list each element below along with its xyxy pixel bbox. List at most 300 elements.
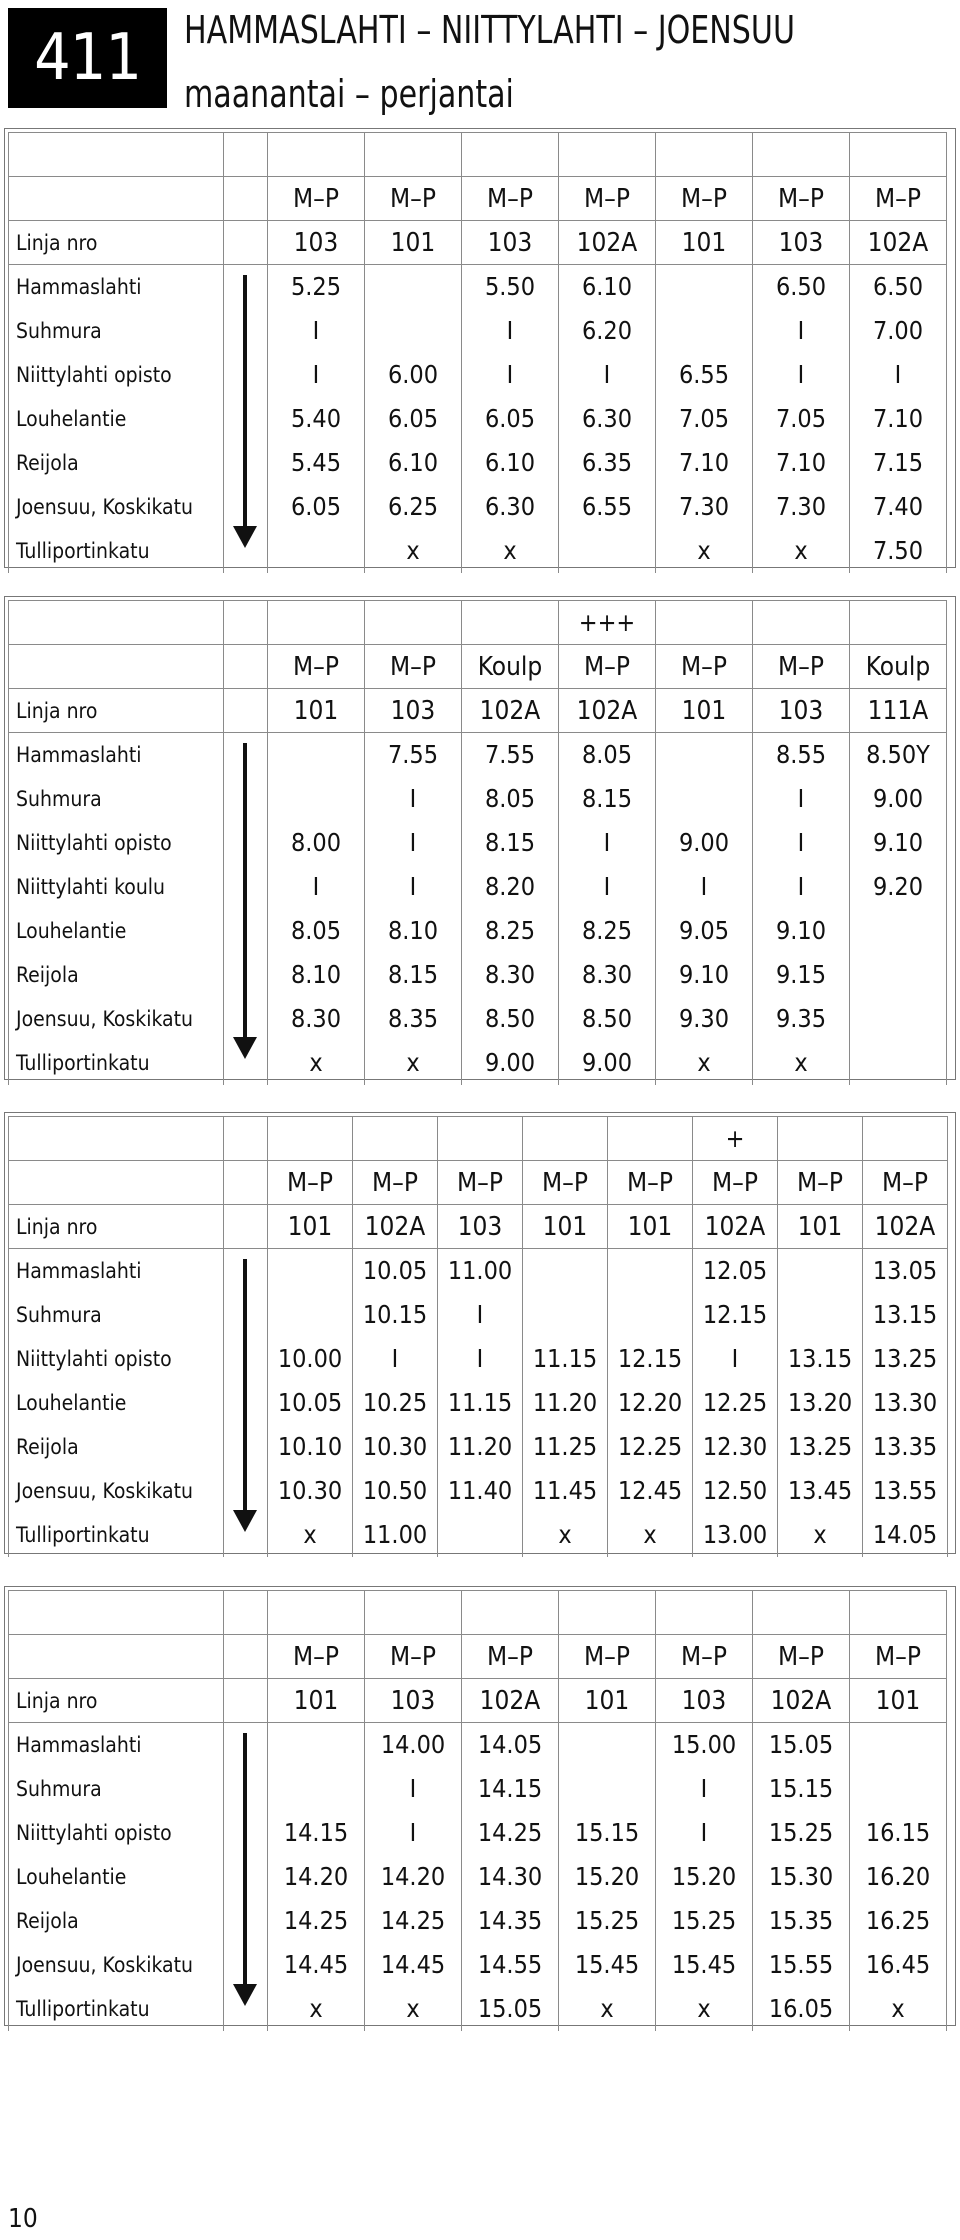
arrow-column-cell bbox=[224, 1205, 268, 1249]
line-number-cell: 101 bbox=[523, 1205, 608, 1249]
time-cell: 15.05 bbox=[753, 1723, 850, 1767]
time-cell: 6.55 bbox=[656, 353, 753, 397]
annotation-cell: + bbox=[693, 1117, 778, 1161]
annotation-cell bbox=[365, 1591, 462, 1635]
days-cell: M–P bbox=[462, 177, 559, 221]
time-cell: x bbox=[753, 1041, 850, 1085]
time-cell: x bbox=[656, 1987, 753, 2031]
time-cell: 12.25 bbox=[693, 1381, 778, 1425]
time-cell: 7.05 bbox=[753, 397, 850, 441]
annotation-cell bbox=[268, 133, 365, 177]
time-cell bbox=[850, 953, 947, 997]
line-number-cell: 102A bbox=[462, 689, 559, 733]
time-cell: 12.05 bbox=[693, 1249, 778, 1293]
stop-name: Louhelantie bbox=[9, 397, 224, 441]
time-cell: 12.20 bbox=[608, 1381, 693, 1425]
time-cell: 7.50 bbox=[850, 529, 947, 573]
time-cell: 15.35 bbox=[753, 1899, 850, 1943]
time-cell: I bbox=[268, 353, 365, 397]
line-number-cell: 101 bbox=[656, 689, 753, 733]
time-cell: 14.55 bbox=[462, 1943, 559, 1987]
time-cell: I bbox=[656, 1767, 753, 1811]
time-cell: 13.55 bbox=[863, 1469, 948, 1513]
annotation-cell bbox=[559, 1591, 656, 1635]
line-number-cell: 101 bbox=[268, 1205, 353, 1249]
time-cell: 15.45 bbox=[559, 1943, 656, 1987]
time-cell: x bbox=[365, 529, 462, 573]
time-cell: 6.05 bbox=[365, 397, 462, 441]
time-cell: 6.00 bbox=[365, 353, 462, 397]
time-cell bbox=[268, 529, 365, 573]
time-cell: 8.05 bbox=[268, 909, 365, 953]
time-cell: 15.30 bbox=[753, 1855, 850, 1899]
time-cell: 6.10 bbox=[365, 441, 462, 485]
time-cell: 10.10 bbox=[268, 1425, 353, 1469]
annotation-cell bbox=[608, 1117, 693, 1161]
stop-name: Joensuu, Koskikatu bbox=[9, 1469, 224, 1513]
line-number-cell: 101 bbox=[365, 221, 462, 265]
days-cell: M–P bbox=[523, 1161, 608, 1205]
time-cell: 8.50 bbox=[462, 997, 559, 1041]
time-cell bbox=[268, 1767, 365, 1811]
time-cell: 6.10 bbox=[462, 441, 559, 485]
time-cell: 16.45 bbox=[850, 1943, 947, 1987]
time-cell: I bbox=[753, 353, 850, 397]
stop-name: Joensuu, Koskikatu bbox=[9, 997, 224, 1041]
annotation-cell bbox=[656, 133, 753, 177]
time-cell: 7.05 bbox=[656, 397, 753, 441]
days-cell: M–P bbox=[608, 1161, 693, 1205]
days-cell: M–P bbox=[559, 645, 656, 689]
line-number-cell: 103 bbox=[365, 1679, 462, 1723]
time-cell: x bbox=[365, 1987, 462, 2031]
time-cell: 14.15 bbox=[268, 1811, 365, 1855]
time-cell: I bbox=[462, 309, 559, 353]
time-cell: 9.00 bbox=[850, 777, 947, 821]
page-number: 10 bbox=[8, 2204, 38, 2234]
annotation-cell bbox=[365, 601, 462, 645]
time-cell: I bbox=[559, 865, 656, 909]
line-number-cell: 102A bbox=[693, 1205, 778, 1249]
time-cell bbox=[559, 1723, 656, 1767]
stop-name: Niittylahti opisto bbox=[9, 353, 224, 397]
time-cell: 5.40 bbox=[268, 397, 365, 441]
time-cell bbox=[268, 777, 365, 821]
annotation-cell bbox=[268, 1591, 365, 1635]
time-cell: I bbox=[559, 821, 656, 865]
annotation-cell bbox=[753, 133, 850, 177]
days-cell: M–P bbox=[365, 645, 462, 689]
time-cell: 9.00 bbox=[656, 821, 753, 865]
time-cell: 13.35 bbox=[863, 1425, 948, 1469]
time-cell: x bbox=[778, 1513, 863, 1557]
time-cell: 15.25 bbox=[753, 1811, 850, 1855]
time-cell: 6.55 bbox=[559, 485, 656, 529]
time-cell bbox=[656, 733, 753, 777]
arrow-column-cell bbox=[224, 601, 268, 645]
timetable-grid bbox=[8, 600, 947, 1085]
time-cell: 6.35 bbox=[559, 441, 656, 485]
line-number-cell: 101 bbox=[559, 1679, 656, 1723]
time-cell: I bbox=[438, 1293, 523, 1337]
stop-name: Niittylahti opisto bbox=[9, 1337, 224, 1381]
time-cell bbox=[656, 265, 753, 309]
time-cell: 15.20 bbox=[656, 1855, 753, 1899]
days-cell: M–P bbox=[753, 1635, 850, 1679]
time-cell: 10.00 bbox=[268, 1337, 353, 1381]
stop-name: Reijola bbox=[9, 1899, 224, 1943]
time-cell: 8.05 bbox=[462, 777, 559, 821]
time-cell: 16.20 bbox=[850, 1855, 947, 1899]
time-cell bbox=[850, 997, 947, 1041]
time-cell: 16.15 bbox=[850, 1811, 947, 1855]
time-cell bbox=[559, 529, 656, 573]
time-cell: 14.25 bbox=[462, 1811, 559, 1855]
time-cell: 13.00 bbox=[693, 1513, 778, 1557]
line-number-cell: 102A bbox=[559, 689, 656, 733]
stop-name: Tulliportinkatu bbox=[9, 1513, 224, 1557]
time-cell: 8.10 bbox=[268, 953, 365, 997]
time-cell: 9.35 bbox=[753, 997, 850, 1041]
label-cell bbox=[9, 1161, 224, 1205]
stop-name: Joensuu, Koskikatu bbox=[9, 1943, 224, 1987]
time-cell: 12.15 bbox=[693, 1293, 778, 1337]
direction-arrow-icon bbox=[225, 1259, 265, 1532]
time-cell: I bbox=[365, 865, 462, 909]
time-cell: 15.00 bbox=[656, 1723, 753, 1767]
line-number-cell: 103 bbox=[438, 1205, 523, 1249]
time-cell: 6.30 bbox=[462, 485, 559, 529]
arrow-column-cell bbox=[224, 1117, 268, 1161]
time-cell bbox=[523, 1249, 608, 1293]
time-cell: 12.30 bbox=[693, 1425, 778, 1469]
annotation-cell bbox=[462, 601, 559, 645]
time-cell: 8.35 bbox=[365, 997, 462, 1041]
stop-name: Hammaslahti bbox=[9, 733, 224, 777]
days-cell: M–P bbox=[268, 1161, 353, 1205]
time-cell: 14.45 bbox=[268, 1943, 365, 1987]
time-cell bbox=[523, 1293, 608, 1337]
time-cell: I bbox=[365, 1811, 462, 1855]
corner-cell bbox=[9, 133, 224, 177]
stop-name: Reijola bbox=[9, 953, 224, 997]
time-cell: I bbox=[850, 353, 947, 397]
annotation-cell bbox=[656, 1591, 753, 1635]
time-cell: 6.50 bbox=[850, 265, 947, 309]
time-cell: 12.25 bbox=[608, 1425, 693, 1469]
time-cell: 13.30 bbox=[863, 1381, 948, 1425]
direction-arrow-icon bbox=[225, 743, 265, 1059]
stop-name: Hammaslahti bbox=[9, 1723, 224, 1767]
stop-name: Niittylahti opisto bbox=[9, 1811, 224, 1855]
days-cell: M–P bbox=[559, 177, 656, 221]
time-cell: I bbox=[656, 1811, 753, 1855]
time-cell: 5.50 bbox=[462, 265, 559, 309]
line-number-cell: 102A bbox=[462, 1679, 559, 1723]
time-cell: 9.15 bbox=[753, 953, 850, 997]
time-cell: 11.20 bbox=[438, 1425, 523, 1469]
annotation-cell bbox=[268, 601, 365, 645]
days-cell: M–P bbox=[268, 645, 365, 689]
time-cell: I bbox=[656, 865, 753, 909]
time-cell: 8.05 bbox=[559, 733, 656, 777]
time-cell: 14.30 bbox=[462, 1855, 559, 1899]
corner-cell bbox=[9, 1117, 224, 1161]
line-number-cell: 102A bbox=[353, 1205, 438, 1249]
arrow-column-cell bbox=[224, 645, 268, 689]
days-cell: M–P bbox=[693, 1161, 778, 1205]
time-cell: 7.30 bbox=[656, 485, 753, 529]
time-cell bbox=[268, 733, 365, 777]
time-cell: 10.25 bbox=[353, 1381, 438, 1425]
label-cell bbox=[9, 177, 224, 221]
days-cell: M–P bbox=[656, 177, 753, 221]
stop-name: Suhmura bbox=[9, 1767, 224, 1811]
time-cell: 15.20 bbox=[559, 1855, 656, 1899]
time-cell: 10.30 bbox=[353, 1425, 438, 1469]
days-cell: Koulp bbox=[850, 645, 947, 689]
time-cell: 8.15 bbox=[462, 821, 559, 865]
line-number-cell: 102A bbox=[850, 221, 947, 265]
time-cell: I bbox=[438, 1337, 523, 1381]
time-cell bbox=[365, 265, 462, 309]
timetable-block-1 bbox=[4, 128, 956, 568]
line-number-cell: 103 bbox=[462, 221, 559, 265]
time-cell: I bbox=[365, 777, 462, 821]
annotation-cell bbox=[778, 1117, 863, 1161]
timetable-block-2 bbox=[4, 596, 956, 1080]
time-cell: 14.25 bbox=[268, 1899, 365, 1943]
days-cell: M–P bbox=[863, 1161, 948, 1205]
timetable-block-3 bbox=[4, 1112, 956, 1554]
annotation-cell bbox=[462, 133, 559, 177]
timetable-grid bbox=[8, 1590, 947, 2031]
time-cell: 15.15 bbox=[753, 1767, 850, 1811]
line-number-cell: 103 bbox=[268, 221, 365, 265]
stop-name: Tulliportinkatu bbox=[9, 529, 224, 573]
time-cell: 12.15 bbox=[608, 1337, 693, 1381]
time-cell: x bbox=[608, 1513, 693, 1557]
time-cell: x bbox=[656, 529, 753, 573]
time-cell: 13.45 bbox=[778, 1469, 863, 1513]
time-cell: 8.25 bbox=[462, 909, 559, 953]
time-cell: I bbox=[268, 865, 365, 909]
time-cell: 7.00 bbox=[850, 309, 947, 353]
time-cell: x bbox=[268, 1987, 365, 2031]
arrow-column-cell bbox=[224, 1679, 268, 1723]
line-number-cell: 101 bbox=[778, 1205, 863, 1249]
time-cell: 11.40 bbox=[438, 1469, 523, 1513]
time-cell: 14.20 bbox=[365, 1855, 462, 1899]
time-cell: 13.25 bbox=[863, 1337, 948, 1381]
time-cell: 6.05 bbox=[268, 485, 365, 529]
days-cell: M–P bbox=[656, 645, 753, 689]
time-cell: x bbox=[523, 1513, 608, 1557]
time-cell: 12.45 bbox=[608, 1469, 693, 1513]
time-cell: 15.25 bbox=[656, 1899, 753, 1943]
time-cell: 14.00 bbox=[365, 1723, 462, 1767]
timetable-grid bbox=[8, 1116, 948, 1557]
arrow-column-cell bbox=[224, 1635, 268, 1679]
stop-name: Louhelantie bbox=[9, 1381, 224, 1425]
annotation-cell bbox=[753, 601, 850, 645]
annotation-cell bbox=[462, 1591, 559, 1635]
time-cell bbox=[608, 1293, 693, 1337]
line-number-cell: 103 bbox=[753, 689, 850, 733]
time-cell: x bbox=[268, 1513, 353, 1557]
stop-name: Joensuu, Koskikatu bbox=[9, 485, 224, 529]
stop-name: Louhelantie bbox=[9, 1855, 224, 1899]
stop-name: Suhmura bbox=[9, 309, 224, 353]
time-cell: 10.15 bbox=[353, 1293, 438, 1337]
time-cell: 5.25 bbox=[268, 265, 365, 309]
time-cell: 9.10 bbox=[656, 953, 753, 997]
time-cell bbox=[438, 1513, 523, 1557]
time-cell: 7.10 bbox=[850, 397, 947, 441]
direction-arrow-icon bbox=[225, 1733, 265, 2006]
time-cell: 14.05 bbox=[462, 1723, 559, 1767]
stop-name: Reijola bbox=[9, 441, 224, 485]
time-cell: 8.15 bbox=[559, 777, 656, 821]
timetable-block-4 bbox=[4, 1586, 956, 2026]
days-cell: M–P bbox=[353, 1161, 438, 1205]
days-cell: Koulp bbox=[462, 645, 559, 689]
route-number-badge: 411 bbox=[8, 8, 167, 108]
line-number-label: Linja nro bbox=[9, 1205, 224, 1249]
time-cell: 8.55 bbox=[753, 733, 850, 777]
annotation-cell bbox=[850, 601, 947, 645]
time-cell: 8.30 bbox=[462, 953, 559, 997]
time-cell: 11.45 bbox=[523, 1469, 608, 1513]
time-cell: 5.45 bbox=[268, 441, 365, 485]
time-cell: x bbox=[559, 1987, 656, 2031]
time-cell: x bbox=[268, 1041, 365, 1085]
time-cell: 8.10 bbox=[365, 909, 462, 953]
time-cell: 7.55 bbox=[462, 733, 559, 777]
stop-name: Tulliportinkatu bbox=[9, 1041, 224, 1085]
time-cell: x bbox=[753, 529, 850, 573]
direction-arrow-icon bbox=[225, 275, 265, 548]
corner-cell bbox=[9, 1591, 224, 1635]
time-cell: 9.10 bbox=[850, 821, 947, 865]
time-cell: 15.45 bbox=[656, 1943, 753, 1987]
days-cell: M–P bbox=[850, 1635, 947, 1679]
line-number-cell: 101 bbox=[268, 1679, 365, 1723]
time-cell bbox=[656, 777, 753, 821]
line-number-label: Linja nro bbox=[9, 221, 224, 265]
annotation-cell bbox=[438, 1117, 523, 1161]
time-cell: 8.30 bbox=[268, 997, 365, 1041]
stop-name: Niittylahti opisto bbox=[9, 821, 224, 865]
line-number-cell: 101 bbox=[656, 221, 753, 265]
operating-days-subtitle: maanantai – perjantai bbox=[184, 72, 514, 116]
time-cell bbox=[850, 1767, 947, 1811]
time-cell: 9.00 bbox=[559, 1041, 656, 1085]
stop-name: Suhmura bbox=[9, 1293, 224, 1337]
time-cell: 7.30 bbox=[753, 485, 850, 529]
annotation-cell bbox=[559, 133, 656, 177]
line-number-cell: 101 bbox=[850, 1679, 947, 1723]
stop-name: Suhmura bbox=[9, 777, 224, 821]
time-cell: I bbox=[365, 821, 462, 865]
time-cell: I bbox=[753, 821, 850, 865]
time-cell: x bbox=[365, 1041, 462, 1085]
line-number-cell: 102A bbox=[559, 221, 656, 265]
days-cell: M–P bbox=[753, 645, 850, 689]
time-cell: 10.05 bbox=[268, 1381, 353, 1425]
annotation-cell bbox=[353, 1117, 438, 1161]
time-cell: I bbox=[268, 309, 365, 353]
time-cell: 16.05 bbox=[753, 1987, 850, 2031]
time-cell: 15.15 bbox=[559, 1811, 656, 1855]
time-cell: 8.50 bbox=[559, 997, 656, 1041]
arrow-column-cell bbox=[224, 1591, 268, 1635]
time-cell: 15.55 bbox=[753, 1943, 850, 1987]
time-cell: 7.40 bbox=[850, 485, 947, 529]
time-cell: 13.15 bbox=[863, 1293, 948, 1337]
time-cell: 7.10 bbox=[656, 441, 753, 485]
time-cell: 6.20 bbox=[559, 309, 656, 353]
time-cell: 8.30 bbox=[559, 953, 656, 997]
stop-name: Louhelantie bbox=[9, 909, 224, 953]
arrow-column-cell bbox=[224, 1161, 268, 1205]
time-cell: 9.30 bbox=[656, 997, 753, 1041]
route-name-title: HAMMASLAHTI – NIITTYLAHTI – JOENSUU bbox=[184, 8, 795, 52]
line-number-label: Linja nro bbox=[9, 689, 224, 733]
stop-name: Tulliportinkatu bbox=[9, 1987, 224, 2031]
arrow-column-cell bbox=[224, 177, 268, 221]
time-cell: I bbox=[365, 1767, 462, 1811]
stop-name: Hammaslahti bbox=[9, 265, 224, 309]
time-cell: 9.10 bbox=[753, 909, 850, 953]
annotation-cell: +++ bbox=[559, 601, 656, 645]
time-cell: 7.10 bbox=[753, 441, 850, 485]
line-number-cell: 103 bbox=[656, 1679, 753, 1723]
line-number-cell: 101 bbox=[608, 1205, 693, 1249]
time-cell: 9.05 bbox=[656, 909, 753, 953]
time-cell: 11.15 bbox=[523, 1337, 608, 1381]
time-cell: 6.05 bbox=[462, 397, 559, 441]
time-cell bbox=[268, 1723, 365, 1767]
time-cell bbox=[268, 1249, 353, 1293]
annotation-cell bbox=[863, 1117, 948, 1161]
time-cell: 9.20 bbox=[850, 865, 947, 909]
time-cell: I bbox=[353, 1337, 438, 1381]
time-cell: 10.05 bbox=[353, 1249, 438, 1293]
time-cell: 8.20 bbox=[462, 865, 559, 909]
time-cell: 13.25 bbox=[778, 1425, 863, 1469]
time-cell bbox=[778, 1249, 863, 1293]
annotation-cell bbox=[850, 1591, 947, 1635]
time-cell bbox=[608, 1249, 693, 1293]
time-cell: I bbox=[753, 777, 850, 821]
days-cell: M–P bbox=[438, 1161, 523, 1205]
time-cell: 11.15 bbox=[438, 1381, 523, 1425]
time-cell bbox=[365, 309, 462, 353]
time-cell: 6.30 bbox=[559, 397, 656, 441]
line-number-cell: 111A bbox=[850, 689, 947, 733]
time-cell: 16.25 bbox=[850, 1899, 947, 1943]
time-cell: 7.55 bbox=[365, 733, 462, 777]
days-cell: M–P bbox=[268, 1635, 365, 1679]
annotation-cell bbox=[268, 1117, 353, 1161]
time-cell: 12.50 bbox=[693, 1469, 778, 1513]
timetable-header bbox=[0, 0, 960, 115]
time-cell: I bbox=[753, 865, 850, 909]
days-cell: M–P bbox=[268, 177, 365, 221]
time-cell: I bbox=[559, 353, 656, 397]
time-cell: 14.20 bbox=[268, 1855, 365, 1899]
